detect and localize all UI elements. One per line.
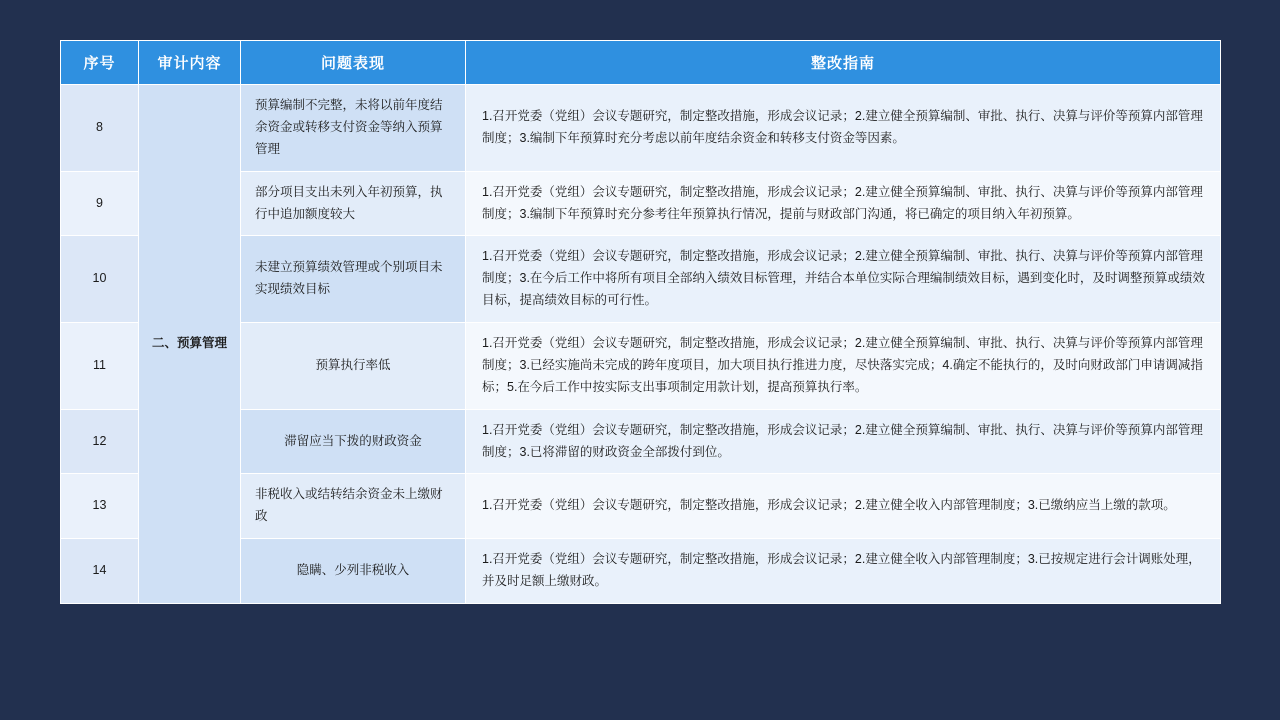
table-body <box>61 85 1221 604</box>
cell-issue: 非税收入或结转结余资金未上缴财政 <box>241 474 466 539</box>
table-header <box>61 41 1221 85</box>
cell-seq: 12 <box>61 409 139 474</box>
audit-rectification-table-wrapper <box>60 40 1220 604</box>
cell-seq: 10 <box>61 236 139 323</box>
cell-issue: 滞留应当下拨的财政资金 <box>241 409 466 474</box>
cell-issue: 预算编制不完整，未将以前年度结余资金或转移支付资金等纳入预算管理 <box>241 85 466 172</box>
column-header-issue: 问题表现 <box>241 41 466 85</box>
cell-seq: 8 <box>61 85 139 172</box>
cell-guide: 1.召开党委（党组）会议专题研究，制定整改措施，形成会议记录；2.建立健全预算编制、审批、执行、决算与评价等预算内部管理制度；3.在今后工作中将所有项目全部纳入绩效目标管理，并结合本单位实际合理编制绩效目标，遇到变化时，及时调整预算或绩效目标，提高绩效目标的可行性。 <box>466 236 1221 323</box>
cell-guide: 1.召开党委（党组）会议专题研究，制定整改措施，形成会议记录；2.建立健全收入内部管理制度；3.已按规定进行会计调账处理，并及时足额上缴财政。 <box>466 539 1221 604</box>
cell-issue: 预算执行率低 <box>241 323 466 410</box>
cell-seq: 14 <box>61 539 139 604</box>
audit-rectification-table <box>60 40 1221 604</box>
cell-guide: 1.召开党委（党组）会议专题研究，制定整改措施，形成会议记录；2.建立健全预算编制、审批、执行、决算与评价等预算内部管理制度；3.编制下年预算时充分参考往年预算执行情况，提前与财政部门沟通，将已确定的项目纳入年初预算。 <box>466 171 1221 236</box>
column-header-audit-content: 审计内容 <box>139 41 241 85</box>
table-header-row <box>61 41 1221 85</box>
table-row <box>61 85 1221 172</box>
cell-issue: 隐瞒、少列非税收入 <box>241 539 466 604</box>
cell-guide: 1.召开党委（党组）会议专题研究，制定整改措施，形成会议记录；2.建立健全预算编制、审批、执行、决算与评价等预算内部管理制度；3.已将滞留的财政资金全部拨付到位。 <box>466 409 1221 474</box>
cell-seq: 11 <box>61 323 139 410</box>
cell-guide: 1.召开党委（党组）会议专题研究，制定整改措施，形成会议记录；2.建立健全收入内部管理制度；3.已缴纳应当上缴的款项。 <box>466 474 1221 539</box>
column-header-guide: 整改指南 <box>466 41 1221 85</box>
cell-guide: 1.召开党委（党组）会议专题研究，制定整改措施，形成会议记录；2.建立健全预算编制、审批、执行、决算与评价等预算内部管理制度；3.已经实施尚未完成的跨年度项目，加大项目执行推进力度，尽快落实完成；4.确定不能执行的，及时向财政部门申请调减指标；5.在今后工作中按实际支出事项制定用款计划，提高预算执行率。 <box>466 323 1221 410</box>
column-header-seq: 序号 <box>61 41 139 85</box>
cell-guide: 1.召开党委（党组）会议专题研究，制定整改措施，形成会议记录；2.建立健全预算编制、审批、执行、决算与评价等预算内部管理制度；3.编制下年预算时充分考虑以前年度结余资金和转移支付资金等因素。 <box>466 85 1221 172</box>
cell-issue: 部分项目支出未列入年初预算，执行中追加额度较大 <box>241 171 466 236</box>
cell-issue: 未建立预算绩效管理或个别项目未实现绩效目标 <box>241 236 466 323</box>
cell-category: 二、预算管理 <box>139 85 241 604</box>
cell-seq: 9 <box>61 171 139 236</box>
cell-seq: 13 <box>61 474 139 539</box>
